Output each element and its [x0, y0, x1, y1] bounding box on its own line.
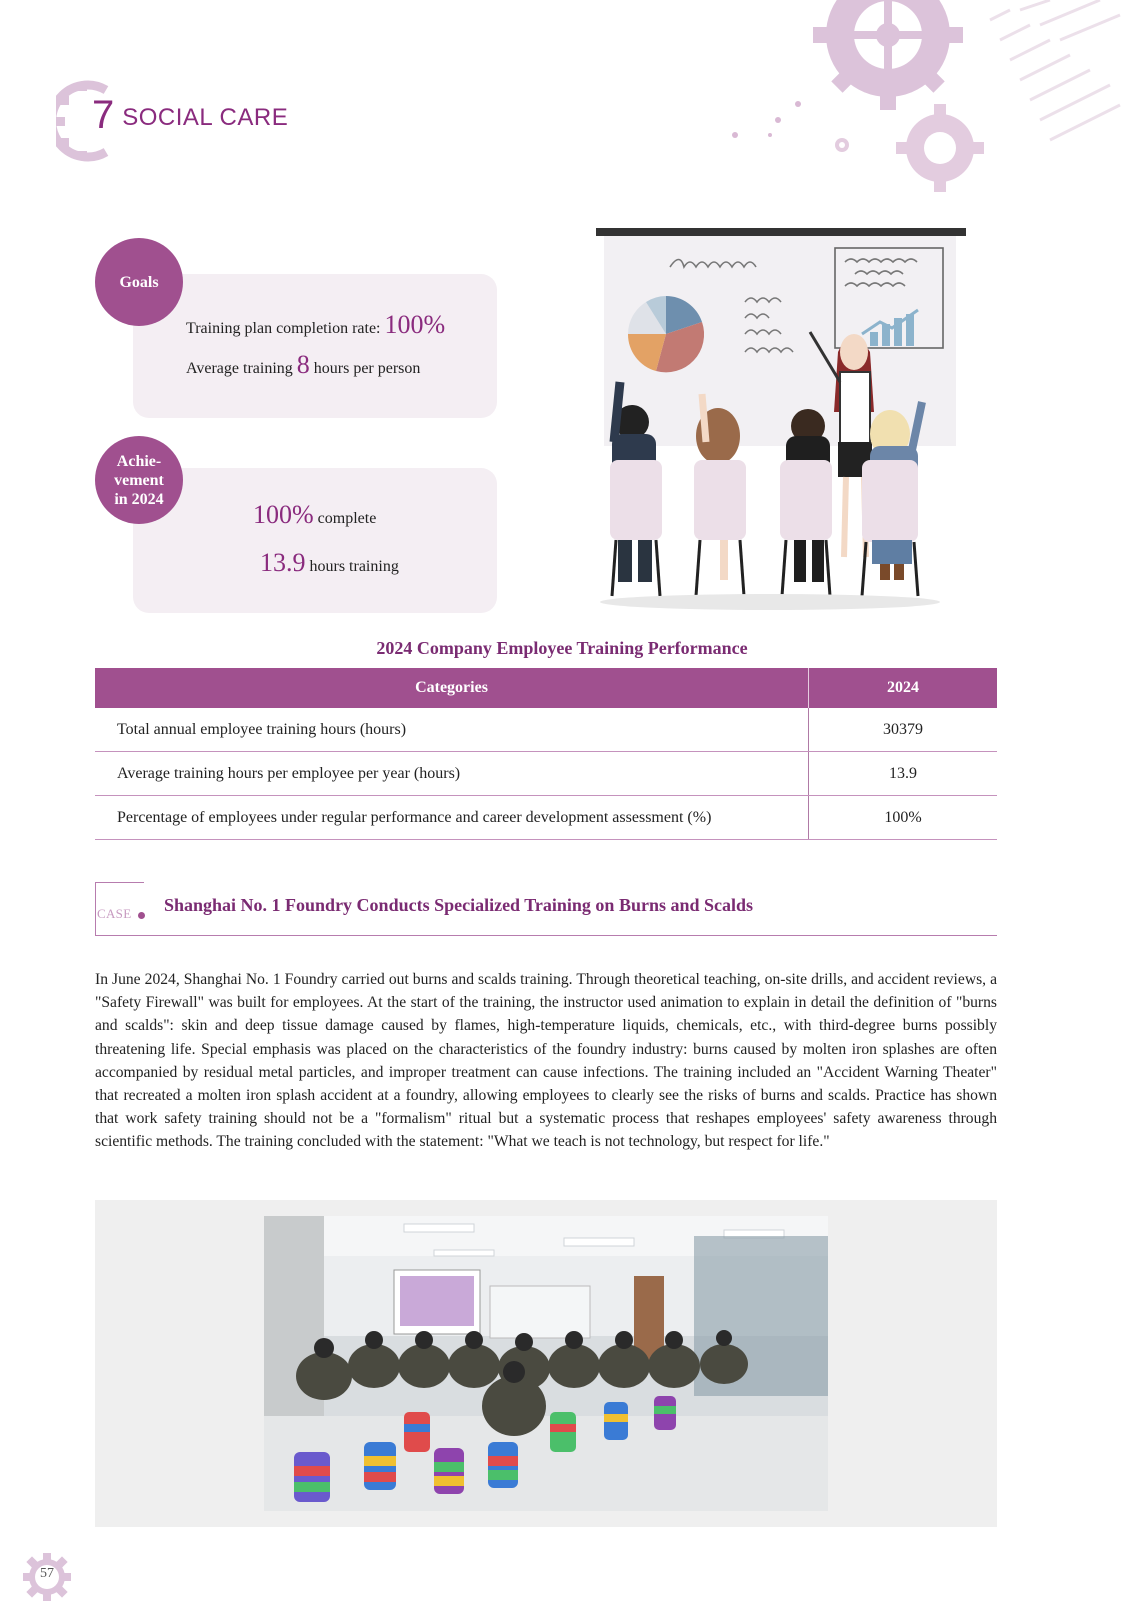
- goals-badge: Goals: [95, 238, 183, 326]
- table-row: [95, 796, 997, 840]
- achievement-hours: 13.9 hours training: [260, 548, 399, 577]
- row-category: Percentage of employees under regular performance and career development assessment (%): [95, 796, 809, 840]
- achievement-completion-value: 100%: [253, 500, 314, 529]
- section-name: SOCIAL CARE: [122, 104, 289, 131]
- table-caption: 2024 Company Employee Training Performance: [376, 638, 748, 658]
- goal-training-hours: Average training 8 hours per person: [186, 350, 421, 379]
- goal-completion-value: 100%: [384, 310, 446, 339]
- achievement-completion: 100% complete: [253, 500, 377, 529]
- row-value: 100%: [809, 796, 998, 840]
- case-dot: [138, 912, 145, 919]
- gear-icon: [56, 80, 116, 162]
- case-label: CASE: [97, 906, 132, 921]
- training-photo: [264, 1216, 828, 1511]
- section-title: [60, 80, 288, 150]
- row-category: Total annual employee training hours (hours): [95, 708, 809, 752]
- page-number: 57: [40, 1566, 54, 1581]
- case-title: Shanghai No. 1 Foundry Conducts Specialized Training on Burns and Scalds: [164, 895, 753, 915]
- section-number: 7: [92, 92, 115, 137]
- table-row: [95, 752, 997, 796]
- case-body-text: In June 2024, Shanghai No. 1 Foundry carried out burns and scalds training. Through theoretical teaching, on-site drills, and accident reviews, a "Safety Firewall" was built for employees. At the start of the training, the instructor used animation to explain in detail the definition of "burns and scalds": skin and deep tissue damage caused by flames, high-temperature liquids, chemicals, etc., with third-degree burns possibly threatening life. Special emphasis was placed on the characteristics of the foundry industry: burns caused by molten iron splashes are often accompanied by residual metal particles, and improper treatment can cause infections. The training included an "Accident Warning Theater" that recreated a molten iron splash accident at a foundry, allowing employees to clearly see the risks of burns and scalds. Practice has shown that work safety training should not be a "formalism" ritual but a systematic process that reshapes employees' safety awareness through scientific methods. The training concluded with the statement: "What we teach is not technology, but respect for life.": [95, 971, 997, 1151]
- achievement-card: [133, 468, 497, 613]
- training-performance-table: [95, 668, 997, 840]
- classroom-illustration: [590, 222, 970, 618]
- case-divider: [95, 935, 997, 936]
- photo-frame: [95, 1200, 997, 1527]
- goal-hours-value: 8: [296, 350, 310, 379]
- goals-card: [133, 274, 497, 418]
- table-row: [95, 708, 997, 752]
- achievement-badge: Achie- vement in 2024: [95, 436, 183, 524]
- header-year: 2024: [809, 668, 998, 708]
- table-header-row: [95, 668, 997, 708]
- header-categories: Categories: [95, 668, 809, 708]
- achievement-hours-value: 13.9: [260, 548, 306, 577]
- row-value: 13.9: [809, 752, 998, 796]
- goal-completion-rate: Training plan completion rate: 100%: [186, 310, 446, 339]
- row-category: Average training hours per employee per year (hours): [95, 752, 809, 796]
- row-value: 30379: [809, 708, 998, 752]
- decorative-gears: [720, 0, 1124, 200]
